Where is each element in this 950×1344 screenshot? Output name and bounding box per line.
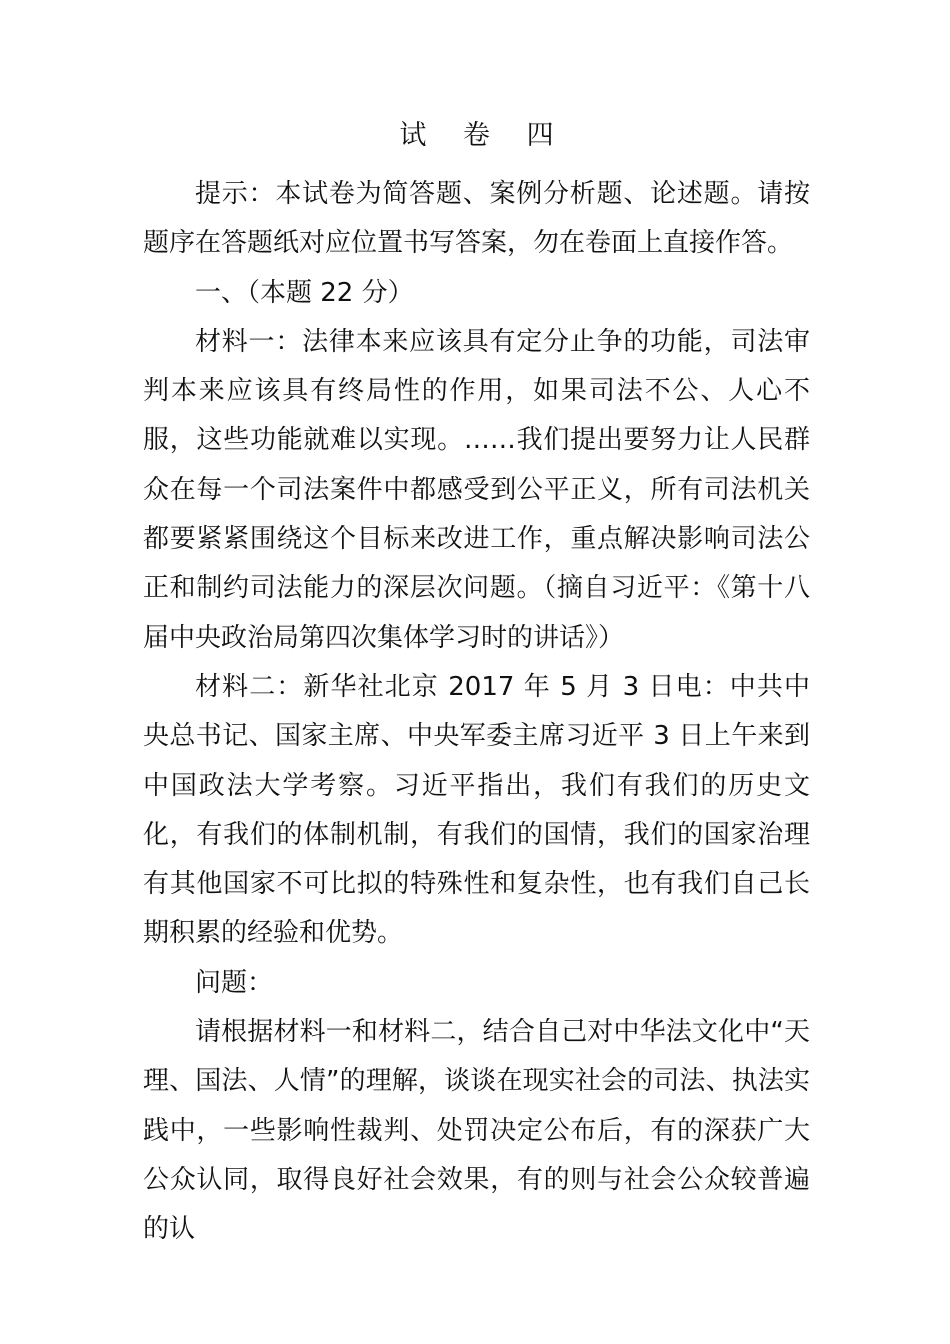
material-two-paragraph: 材料二：新华社北京 2017 年 5 月 3 日电：中共中央总书记、国家主席、中央军委主席习近平 3 日上午来到中国政法大学考察。习近平指出，我们有我们的历史文化，有我们的体制机制，有我们的国情，我们的国家治理有其他国家不可比拟的特殊性和复杂性，也有我们自己长期积累的经验和优势。 — [143, 671, 810, 949]
question-paragraph: 请根据材料一和材料二，结合自己对中华法文化中“天理、国法、人情”的理解，谈谈在现实社会的司法、执法实践中，一些影响性裁判、处罚决定公布后，有的深获广大公众认同，取得良好社会效果，有的则与社会公众较普遍的认 — [143, 1017, 810, 1245]
exam-title: 试 卷 四 — [399, 120, 568, 151]
instruction-paragraph: 提示：本试卷为简答题、案例分析题、论述题。请按题序在答题纸对应位置书写答案，勿在卷面上直接作答。 — [143, 179, 810, 259]
material-one-paragraph: 材料一：法律本来应该具有定分止争的功能，司法审判本来应该具有终局性的作用，如果司法不公、人心不服，这些功能就难以实现。……我们提出要努力让人民群众在每一个司法案件中都感受到公平正义，所有司法机关都要紧紧围绕这个目标来改进工作，重点解决影响司法公正和制约司法能力的深层次问题。（摘自习近平：《第十八届中央政治局第四次集体学习时的讲话》） — [143, 326, 810, 653]
section-heading: 一、（本题 22 分） — [195, 277, 414, 308]
question-label: 问题： — [195, 967, 274, 998]
